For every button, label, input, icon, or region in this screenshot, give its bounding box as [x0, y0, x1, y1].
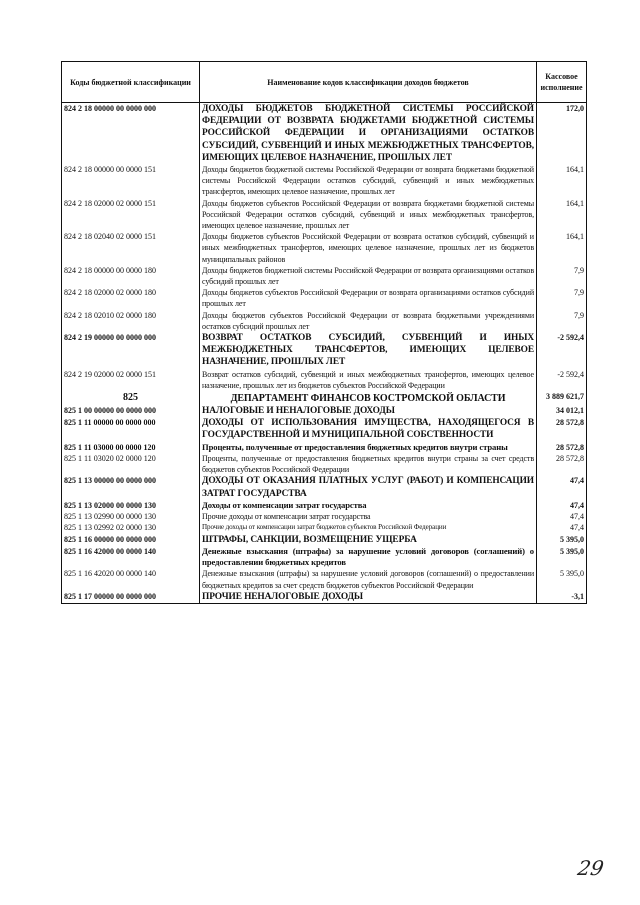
table-row	[62, 546, 587, 569]
revenue-name: ШТРАФЫ, САНКЦИИ, ВОЗМЕЩЕНИЕ УЩЕРБА	[200, 534, 537, 546]
table-header-row	[62, 62, 587, 103]
table-row	[62, 310, 587, 332]
revenue-table	[61, 61, 587, 604]
revenue-name: ВОЗВРАТ ОСТАТКОВ СУБСИДИЙ, СУБВЕНЦИЙ И ИНЫХ МЕЖБЮДЖЕТНЫХ ТРАНСФЕРТОВ, ИМЕЮЩИХ ЦЕЛЕВОЕ НАЗНАЧЕНИЕ, ПРОШЛЫХ ЛЕТ	[200, 332, 537, 369]
execution-amount: 5 395,0	[537, 568, 587, 590]
table-row	[62, 591, 587, 604]
table-row	[62, 198, 587, 232]
revenue-name: ДЕПАРТАМЕНТ ФИНАНСОВ КОСТРОМСКОЙ ОБЛАСТИ	[200, 391, 537, 405]
execution-amount: 7,9	[537, 265, 587, 287]
revenue-name: Денежные взыскания (штрафы) за нарушение условий договоров (соглашений) о предоставлении бюджетных кредитов	[200, 546, 537, 569]
execution-amount: 172,0	[537, 103, 587, 165]
execution-amount: 164,1	[537, 198, 587, 232]
revenue-name: Доходы бюджетов субъектов Российской Федерации от возврата остатков субсидий, субвенций и иных межбюджетных трансфертов, имеющих целевое назначение, прошлых лет из бюджетов муниципальных районов	[200, 231, 537, 265]
budget-code: 824 2 19 00000 00 0000 000	[62, 332, 200, 369]
budget-code: 825 1 16 00000 00 0000 000	[62, 534, 200, 546]
page-number: 29	[575, 856, 606, 880]
revenue-name: Денежные взыскания (штрафы) за нарушение условий договоров (соглашений) о предоставлении бюджетных кредитов за счет средств бюджетов субъектов Российской Федерации	[200, 568, 537, 590]
execution-amount: -2 592,4	[537, 332, 587, 369]
budget-code: 824 2 18 00000 00 0000 000	[62, 103, 200, 165]
execution-amount: 164,1	[537, 231, 587, 265]
revenue-name: Прочие доходы от компенсации затрат бюджетов субъектов Российской Федерации	[200, 522, 537, 533]
execution-amount: 28 572,8	[537, 453, 587, 475]
execution-amount: -2 592,4	[537, 369, 587, 391]
revenue-name: НАЛОГОВЫЕ И НЕНАЛОГОВЫЕ ДОХОДЫ	[200, 405, 537, 417]
execution-amount: 47,4	[537, 475, 587, 499]
table-row	[62, 231, 587, 265]
budget-code: 825 1 16 42020 00 0000 140	[62, 568, 200, 590]
budget-code: 824 2 18 02010 02 0000 180	[62, 310, 200, 332]
budget-code: 825 1 11 03020 02 0000 120	[62, 453, 200, 475]
execution-amount: 28 572,8	[537, 442, 587, 453]
revenue-name: ДОХОДЫ ОТ ИСПОЛЬЗОВАНИЯ ИМУЩЕСТВА, НАХОДЯЩЕГОСЯ В ГОСУДАРСТВЕННОЙ И МУНИЦИПАЛЬНОЙ СОБСТВЕННОСТИ	[200, 417, 537, 441]
execution-amount: -3,1	[537, 591, 587, 604]
budget-code: 824 2 18 02000 02 0000 151	[62, 198, 200, 232]
budget-code: 825 1 11 03000 00 0000 120	[62, 442, 200, 453]
table-row	[62, 265, 587, 287]
execution-amount: 47,4	[537, 511, 587, 522]
budget-code: 825 1 13 00000 00 0000 000	[62, 475, 200, 499]
revenue-name: Проценты, полученные от предоставления бюджетных кредитов внутри страны	[200, 442, 537, 453]
execution-amount: 3 889 621,7	[537, 391, 587, 405]
revenue-name: Прочие доходы от компенсации затрат государства	[200, 511, 537, 522]
table-row	[62, 332, 587, 369]
budget-code: 825 1 11 00000 00 0000 000	[62, 417, 200, 441]
header-amount: Кассовое исполнение	[537, 62, 587, 103]
table-row	[62, 453, 587, 475]
table-row	[62, 369, 587, 391]
revenue-name: ПРОЧИЕ НЕНАЛОГОВЫЕ ДОХОДЫ	[200, 591, 537, 604]
table-row	[62, 534, 587, 546]
table-row	[62, 568, 587, 590]
budget-code: 825 1 16 42000 00 0000 140	[62, 546, 200, 569]
execution-amount: 164,1	[537, 164, 587, 198]
header-name: Наименование кодов классификации доходов бюджетов	[200, 62, 537, 103]
budget-code: 825 1 13 02000 00 0000 130	[62, 500, 200, 511]
budget-code: 825 1 13 02990 00 0000 130	[62, 511, 200, 522]
budget-code: 824 2 18 00000 00 0000 151	[62, 164, 200, 198]
revenue-name: Доходы бюджетов бюджетной системы Российской Федерации от возврата организациями остатков субсидий прошлых лет	[200, 265, 537, 287]
table-row	[62, 391, 587, 405]
execution-amount: 5 395,0	[537, 546, 587, 569]
revenue-name: Возврат остатков субсидий, субвенций и иных межбюджетных трансфертов, имеющих целевое назначение, прошлых лет из бюджетов субъектов Российской Федерации	[200, 369, 537, 391]
table-row	[62, 442, 587, 453]
revenue-name: ДОХОДЫ БЮДЖЕТОВ БЮДЖЕТНОЙ СИСТЕМЫ РОССИЙСКОЙ ФЕДЕРАЦИИ ОТ ВОЗВРАТА БЮДЖЕТАМИ БЮДЖЕТНОЙ СИСТЕМЫ РОССИЙСКОЙ ФЕДЕРАЦИИ И ОРГАНИЗАЦИЯМИ ОСТАТКОВ СУБСИДИЙ, СУБВЕНЦИЙ И ИНЫХ МЕЖБЮДЖЕТНЫХ ТРАНСФЕРТОВ, ИМЕЮЩИХ ЦЕЛЕВОЕ НАЗНАЧЕНИЕ, ПРОШЛЫХ ЛЕТ	[200, 103, 537, 165]
budget-code: 824 2 18 02040 02 0000 151	[62, 231, 200, 265]
budget-code: 825 1 17 00000 00 0000 000	[62, 591, 200, 604]
budget-code: 825	[62, 391, 200, 405]
table-row	[62, 522, 587, 533]
revenue-name: Доходы бюджетов бюджетной системы Российской Федерации от возврата бюджетами бюджетной системы Российской Федерации остатков субсидий, субвенций и иных межбюджетных трансфертов, имеющих целевое назначение, прошлых лет	[200, 164, 537, 198]
revenue-name: ДОХОДЫ ОТ ОКАЗАНИЯ ПЛАТНЫХ УСЛУГ (РАБОТ) И КОМПЕНСАЦИИ ЗАТРАТ ГОСУДАРСТВА	[200, 475, 537, 499]
budget-code: 824 2 18 02000 02 0000 180	[62, 287, 200, 309]
revenue-name: Доходы бюджетов субъектов Российской Федерации от возврата бюджетными учреждениями остатков субсидий прошлых лет	[200, 310, 537, 332]
table-row	[62, 511, 587, 522]
execution-amount: 47,4	[537, 500, 587, 511]
execution-amount: 47,4	[537, 522, 587, 533]
revenue-name: Проценты, полученные от предоставления бюджетных кредитов внутри страны за счет средств бюджетов субъектов Российской Федерации	[200, 453, 537, 475]
table-row	[62, 103, 587, 165]
revenue-name: Доходы бюджетов субъектов Российской Федерации от возврата организациями остатков субсидий прошлых лет	[200, 287, 537, 309]
table-row	[62, 417, 587, 441]
table-row	[62, 475, 587, 499]
budget-code: 824 2 19 02000 02 0000 151	[62, 369, 200, 391]
revenue-name: Доходы бюджетов субъектов Российской Федерации от возврата бюджетами бюджетной системы Российской Федерации остатков субсидий, субвенций и иных межбюджетных трансфертов, имеющих целевое назначение, прошлых лет	[200, 198, 537, 232]
execution-amount: 5 395,0	[537, 534, 587, 546]
execution-amount: 7,9	[537, 310, 587, 332]
table-row	[62, 164, 587, 198]
budget-code: 825 1 13 02992 02 0000 130	[62, 522, 200, 533]
table-row	[62, 287, 587, 309]
budget-code: 824 2 18 00000 00 0000 180	[62, 265, 200, 287]
revenue-name: Доходы от компенсации затрат государства	[200, 500, 537, 511]
table-row	[62, 500, 587, 511]
header-codes: Коды бюджетной классификации	[62, 62, 200, 103]
table-row	[62, 405, 587, 417]
execution-amount: 28 572,8	[537, 417, 587, 441]
execution-amount: 7,9	[537, 287, 587, 309]
budget-code: 825 1 00 00000 00 0000 000	[62, 405, 200, 417]
execution-amount: 34 012,1	[537, 405, 587, 417]
